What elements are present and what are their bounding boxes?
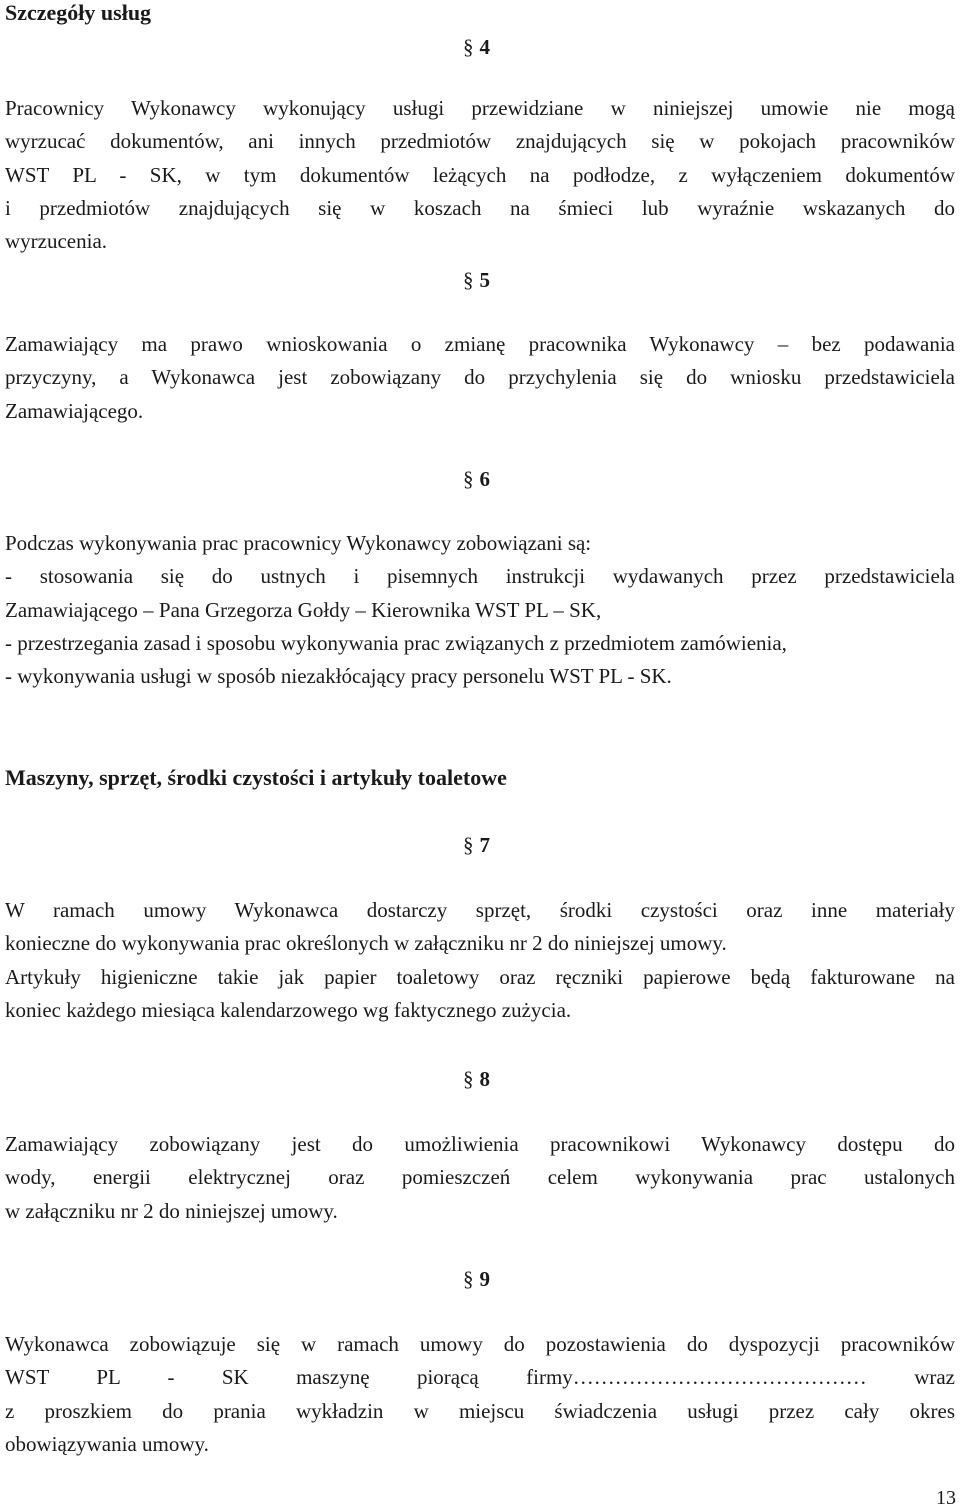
text-line: Zamawiającego. (5, 398, 144, 423)
paragraph-number-8 (463, 1066, 490, 1092)
section-symbol: § (463, 467, 474, 491)
section-symbol: § (463, 1267, 474, 1291)
text-line: i przedmiotów znajdujących się w koszach na śmieci lub wyraźnie wskazanych do (5, 195, 955, 220)
paragraph-number: 9 (479, 1267, 490, 1291)
text-line: konieczne do wykonywania prac określonych w załączniku nr 2 do niniejszej umowy. (5, 931, 727, 956)
paragraph-number: 6 (479, 467, 490, 491)
text-line: Artykuły higieniczne takie jak papier toaletowy oraz ręczniki papierowe będą fakturowane na (5, 964, 955, 989)
text-line: w załączniku nr 2 do niniejszej umowy. (5, 1198, 338, 1223)
text-line: WST PL - SK, w tym dokumentów leżących na podłodze, z wyłączeniem dokumentów (5, 162, 955, 187)
text-line: Pracownicy Wykonawcy wykonujący usługi przewidziane w niniejszej umowie nie mogą (5, 96, 955, 120)
paragraph-8-text (5, 1128, 955, 1228)
text-line: obowiązywania umowy. (5, 1431, 209, 1456)
text-line: - stosowania się do ustnych i pisemnych instrukcji wydawanych przez przedstawiciela (5, 564, 955, 589)
text-line: Zamawiający zobowiązany jest do umożliwienia pracownikowi Wykonawcy dostępu do (5, 1132, 955, 1156)
text-line: przyczyny, a Wykonawca jest zobowiązany do przychylenia się do wniosku przedstawiciela (5, 365, 955, 390)
text-line: - przestrzegania zasad i sposobu wykonywania prac związanych z przedmiotem zamówienia, (5, 630, 787, 655)
text-line: koniec każdego miesiąca kalendarzowego wg faktycznego zużycia. (5, 997, 572, 1022)
paragraph-4-text (5, 92, 955, 258)
paragraph-number-6 (463, 466, 490, 492)
paragraph-9-text (5, 1328, 955, 1461)
paragraph-6-text (5, 527, 955, 693)
section-heading-machines-equipment: Maszyny, sprzęt, środki czystości i artykuły toaletowe (5, 765, 507, 790)
text-line: Zamawiającego – Pana Grzegorza Gołdy – Kierownika WST PL – SK, (5, 597, 602, 622)
text-line: - wykonywania usługi w sposób niezakłócający pracy personelu WST PL - SK. (5, 664, 672, 689)
paragraph-number: 7 (479, 833, 490, 857)
section-symbol: § (463, 35, 474, 59)
page-number: 13 (936, 1487, 956, 1509)
text-line: wyrzucenia. (5, 229, 108, 254)
paragraph-number-5 (463, 267, 490, 293)
text-line: z proszkiem do prania wykładzin w miejscu świadczenia usługi przez cały okres (5, 1398, 955, 1423)
text-line: W ramach umowy Wykonawca dostarczy sprzęt, środki czystości oraz inne materiały (5, 898, 955, 922)
paragraph-number: 4 (479, 35, 490, 59)
text-line: Wykonawca zobowiązuje się w ramach umowy do pozostawienia do dyspozycji pracowników (5, 1332, 955, 1356)
section-symbol: § (463, 833, 474, 857)
text-line: wody, energii elektrycznej oraz pomieszczeń celem wykonywania prac ustalonych (5, 1165, 955, 1190)
text-line: WST PL - SK maszynę piorącą firmy…………………………………… wraz (5, 1365, 955, 1390)
text-line: Zamawiający ma prawo wnioskowania o zmianę pracownika Wykonawcy – bez podawania (5, 332, 955, 356)
paragraph-7-text (5, 894, 955, 1027)
paragraph-number: 8 (479, 1067, 490, 1091)
section-heading-service-details: Szczegóły usług (5, 0, 152, 25)
paragraph-number-4 (463, 34, 490, 60)
paragraph-number-7 (463, 832, 490, 858)
paragraph-5-text (5, 328, 955, 428)
paragraph-number-9 (463, 1266, 490, 1292)
paragraph-number: 5 (479, 268, 490, 292)
text-line: wyrzucać dokumentów, ani innych przedmiotów znajdujących się w pokojach pracowników (5, 129, 955, 154)
text-line: Podczas wykonywania prac pracownicy Wykonawcy zobowiązani są: (5, 531, 592, 555)
section-symbol: § (463, 268, 474, 292)
section-symbol: § (463, 1067, 474, 1091)
